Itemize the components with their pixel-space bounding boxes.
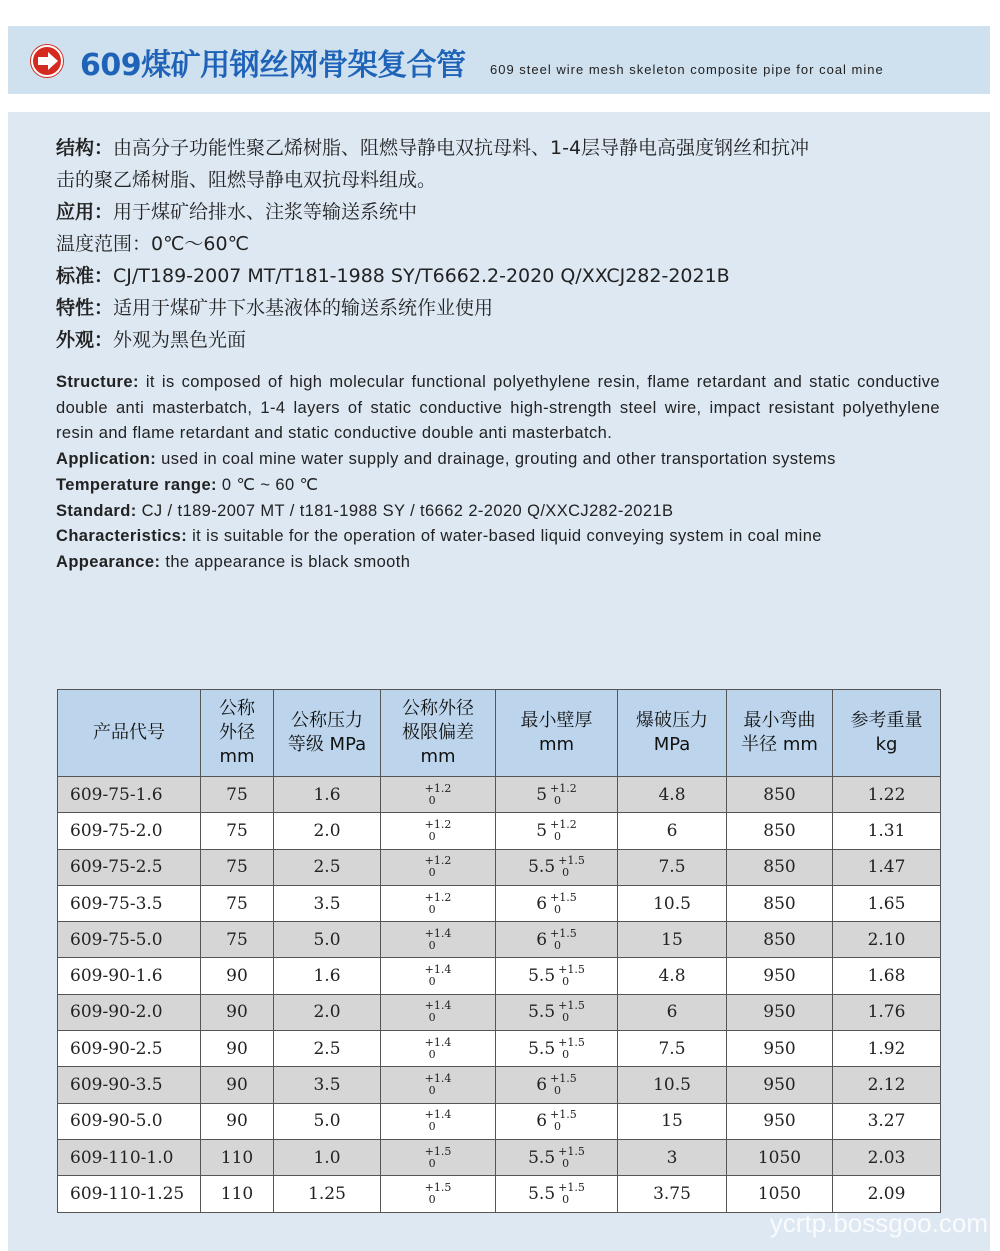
- cell-weight: 1.76: [833, 994, 941, 1030]
- en-standard: Standard: CJ / t189-2007 MT / t181-1988 SY / t6662 2-2020 Q/XXCJ282-2021B: [56, 501, 674, 520]
- table-row: [58, 1067, 941, 1103]
- spec-table: [57, 689, 941, 1213]
- cell-burst: 6: [618, 813, 727, 849]
- table-row: [58, 1139, 941, 1175]
- cell-bend: 850: [727, 813, 833, 849]
- tolerance-stack: +1.4 0: [424, 1072, 452, 1098]
- en-appearance: Appearance: the appearance is black smooth: [56, 552, 411, 571]
- wall-tolerance-stack: +1.5 0: [558, 1180, 585, 1206]
- cell-od: 75: [201, 885, 274, 921]
- cell-od: 90: [201, 1067, 274, 1103]
- table-row: [58, 777, 941, 813]
- cell-pressure: 1.0: [274, 1139, 381, 1175]
- page-subtitle: 609 steel wire mesh skeleton composite pipe for coal mine: [490, 62, 884, 77]
- cell-wall: 6 +1.5 0: [496, 1103, 618, 1139]
- en-structure: Structure: it is composed of high molecular functional polyethylene resin, flame retardant and static conductive double anti masterbatch, 1-4 layers of static conductive high-strength steel wire, impact resistant polyethylene resin and flame retardant and static conductive double anti masterbatch.: [56, 373, 940, 443]
- cell-burst: 7.5: [618, 1031, 727, 1067]
- col-header-pressure: 公称压力 等级 MPa: [274, 690, 381, 777]
- cell-tolerance: [381, 1067, 496, 1103]
- tolerance-stack: +1.2 0: [424, 890, 452, 916]
- table-row: [58, 958, 941, 994]
- cell-tolerance: [381, 813, 496, 849]
- cell-bend: 950: [727, 1067, 833, 1103]
- cell-pressure: 3.5: [274, 1067, 381, 1103]
- cell-burst: 4.8: [618, 777, 727, 813]
- cell-wall: 5.5 +1.5 0: [496, 1031, 618, 1067]
- wall-tolerance-stack: +1.5 0: [558, 854, 585, 880]
- tolerance-stack: +1.4 0: [424, 926, 452, 952]
- cell-burst: 7.5: [618, 849, 727, 885]
- cell-weight: 1.31: [833, 813, 941, 849]
- cell-weight: 1.22: [833, 777, 941, 813]
- cn-feature: 特性：适用于煤矿井下水基液体的输送系统作业使用: [56, 297, 494, 319]
- col-header-burst: 爆破压力 MPa: [618, 690, 727, 777]
- spec-table-body: [58, 777, 941, 1213]
- cell-code: 609-110-1.0: [58, 1139, 201, 1175]
- cell-weight: 2.12: [833, 1067, 941, 1103]
- cell-pressure: 2.0: [274, 994, 381, 1030]
- wall-tolerance-stack: +1.2 0: [550, 817, 577, 843]
- cell-weight: 1.68: [833, 958, 941, 994]
- cell-od: 90: [201, 958, 274, 994]
- wall-tolerance-stack: +1.5 0: [558, 963, 585, 989]
- cell-code: 609-90-1.6: [58, 958, 201, 994]
- cell-weight: 1.65: [833, 885, 941, 921]
- cell-weight: 1.92: [833, 1031, 941, 1067]
- cell-od: 75: [201, 813, 274, 849]
- tolerance-stack: +1.4 0: [424, 999, 452, 1025]
- cell-code: 609-90-3.5: [58, 1067, 201, 1103]
- cn-structure-cont: 击的聚乙烯树脂、阻燃导静电双抗母料组成。: [56, 169, 437, 191]
- cell-tolerance: [381, 1031, 496, 1067]
- tolerance-stack: +1.2 0: [424, 817, 452, 843]
- wall-tolerance-stack: +1.5 0: [550, 890, 577, 916]
- cell-burst: 10.5: [618, 885, 727, 921]
- cn-structure: 结构：由高分子功能性聚乙烯树脂、阻燃导静电双抗母料、1-4层导静电高强度钢丝和抗冲: [56, 137, 810, 159]
- tolerance-stack: +1.4 0: [424, 1108, 452, 1134]
- table-row: [58, 813, 941, 849]
- cell-code: 609-90-2.0: [58, 994, 201, 1030]
- cell-bend: 850: [727, 885, 833, 921]
- cell-od: 75: [201, 849, 274, 885]
- english-description: [56, 370, 940, 576]
- chinese-description: [56, 132, 940, 356]
- cell-pressure: 2.5: [274, 1031, 381, 1067]
- cell-burst: 3: [618, 1139, 727, 1175]
- cell-pressure: 1.6: [274, 777, 381, 813]
- cell-code: 609-75-3.5: [58, 885, 201, 921]
- cell-tolerance: [381, 994, 496, 1030]
- tolerance-stack: +1.5 0: [424, 1144, 452, 1170]
- table-row: [58, 1031, 941, 1067]
- page-title: 609煤矿用钢丝网骨架复合管: [80, 48, 466, 83]
- cell-bend: 950: [727, 958, 833, 994]
- tolerance-stack: +1.2 0: [424, 781, 452, 807]
- cell-wall: 5.5 +1.5 0: [496, 1176, 618, 1212]
- col-header-tolerance: 公称外径 极限偏差 mm: [381, 690, 496, 777]
- table-header-row: [58, 690, 941, 777]
- cell-pressure: 2.0: [274, 813, 381, 849]
- cell-burst: 4.8: [618, 958, 727, 994]
- cell-od: 110: [201, 1176, 274, 1212]
- col-header-od: 公称 外径 mm: [201, 690, 274, 777]
- cell-tolerance: [381, 885, 496, 921]
- cell-od: 75: [201, 922, 274, 958]
- table-row: [58, 885, 941, 921]
- cell-od: 75: [201, 777, 274, 813]
- cell-weight: 2.03: [833, 1139, 941, 1175]
- table-row: [58, 849, 941, 885]
- tolerance-stack: +1.4 0: [424, 963, 452, 989]
- cell-pressure: 5.0: [274, 1103, 381, 1139]
- cell-tolerance: [381, 922, 496, 958]
- table-row: [58, 994, 941, 1030]
- cell-od: 110: [201, 1139, 274, 1175]
- wall-tolerance-stack: +1.5 0: [550, 1072, 577, 1098]
- tolerance-stack: +1.5 0: [424, 1180, 452, 1206]
- col-header-code: 产品代号: [58, 690, 201, 777]
- en-application: Application: used in coal mine water supply and drainage, grouting and other transportation systems: [56, 450, 836, 469]
- cell-burst: 6: [618, 994, 727, 1030]
- wall-tolerance-stack: +1.5 0: [558, 999, 585, 1025]
- cell-weight: 1.47: [833, 849, 941, 885]
- cell-tolerance: [381, 777, 496, 813]
- cn-application: 应用：用于煤矿给排水、注浆等输送系统中: [56, 201, 418, 223]
- en-characteristics: Characteristics: it is suitable for the operation of water-based liquid conveying system in coal mine: [56, 527, 822, 546]
- wall-tolerance-stack: +1.2 0: [550, 781, 577, 807]
- cell-tolerance: [381, 849, 496, 885]
- arrow-right-circle-icon: [30, 44, 64, 78]
- cell-code: 609-75-5.0: [58, 922, 201, 958]
- cell-pressure: 1.6: [274, 958, 381, 994]
- wall-tolerance-stack: +1.5 0: [558, 1035, 585, 1061]
- cell-code: 609-110-1.25: [58, 1176, 201, 1212]
- cell-bend: 850: [727, 849, 833, 885]
- wall-tolerance-stack: +1.5 0: [550, 1108, 577, 1134]
- wall-tolerance-stack: +1.5 0: [558, 1144, 585, 1170]
- cell-code: 609-75-2.0: [58, 813, 201, 849]
- cell-bend: 850: [727, 922, 833, 958]
- cell-wall: 5 +1.2 0: [496, 813, 618, 849]
- cell-burst: 3.75: [618, 1176, 727, 1212]
- cell-wall: 5.5 +1.5 0: [496, 1139, 618, 1175]
- cell-pressure: 5.0: [274, 922, 381, 958]
- cell-bend: 950: [727, 1031, 833, 1067]
- cn-appearance: 外观：外观为黑色光面: [56, 329, 247, 351]
- wall-tolerance-stack: +1.5 0: [550, 926, 577, 952]
- cell-bend: 950: [727, 1103, 833, 1139]
- cell-wall: 6 +1.5 0: [496, 885, 618, 921]
- tolerance-stack: +1.2 0: [424, 854, 452, 880]
- cell-od: 90: [201, 994, 274, 1030]
- table-row: [58, 922, 941, 958]
- cell-burst: 15: [618, 1103, 727, 1139]
- cell-wall: 5.5 +1.5 0: [496, 849, 618, 885]
- col-header-weight: 参考重量 kg: [833, 690, 941, 777]
- tolerance-stack: +1.4 0: [424, 1035, 452, 1061]
- cell-wall: 6 +1.5 0: [496, 922, 618, 958]
- cell-weight: 2.09: [833, 1176, 941, 1212]
- cell-bend: 1050: [727, 1139, 833, 1175]
- table-row: [58, 1103, 941, 1139]
- cell-tolerance: [381, 958, 496, 994]
- cell-od: 90: [201, 1103, 274, 1139]
- cell-weight: 3.27: [833, 1103, 941, 1139]
- cell-code: 609-90-2.5: [58, 1031, 201, 1067]
- cn-standard: 标准：CJ/T189-2007 MT/T181-1988 SY/T6662.2-2020 Q/XXCJ282-2021B: [56, 265, 730, 287]
- cell-code: 609-75-1.6: [58, 777, 201, 813]
- cell-od: 90: [201, 1031, 274, 1067]
- watermark: ycrtp.bossgoo.com: [769, 1208, 988, 1238]
- cell-pressure: 1.25: [274, 1176, 381, 1212]
- cell-wall: 5.5 +1.5 0: [496, 994, 618, 1030]
- cell-burst: 10.5: [618, 1067, 727, 1103]
- en-temperature: Temperature range: 0 ℃ ~ 60 ℃: [56, 475, 319, 494]
- cell-burst: 15: [618, 922, 727, 958]
- cn-temperature: 温度范围：0℃～60℃: [56, 233, 249, 255]
- cell-wall: 5.5 +1.5 0: [496, 958, 618, 994]
- col-header-bend: 最小弯曲 半径 mm: [727, 690, 833, 777]
- cell-code: 609-90-5.0: [58, 1103, 201, 1139]
- cell-pressure: 3.5: [274, 885, 381, 921]
- cell-code: 609-75-2.5: [58, 849, 201, 885]
- cell-weight: 2.10: [833, 922, 941, 958]
- table-row: [58, 1176, 941, 1212]
- col-header-wall: 最小壁厚 mm: [496, 690, 618, 777]
- cell-tolerance: [381, 1139, 496, 1175]
- cell-bend: 950: [727, 994, 833, 1030]
- cell-wall: 5 +1.2 0: [496, 777, 618, 813]
- cell-tolerance: [381, 1103, 496, 1139]
- cell-wall: 6 +1.5 0: [496, 1067, 618, 1103]
- cell-bend: 850: [727, 777, 833, 813]
- cell-bend: 1050: [727, 1176, 833, 1212]
- cell-pressure: 2.5: [274, 849, 381, 885]
- header-banner: [8, 26, 990, 94]
- cell-tolerance: [381, 1176, 496, 1212]
